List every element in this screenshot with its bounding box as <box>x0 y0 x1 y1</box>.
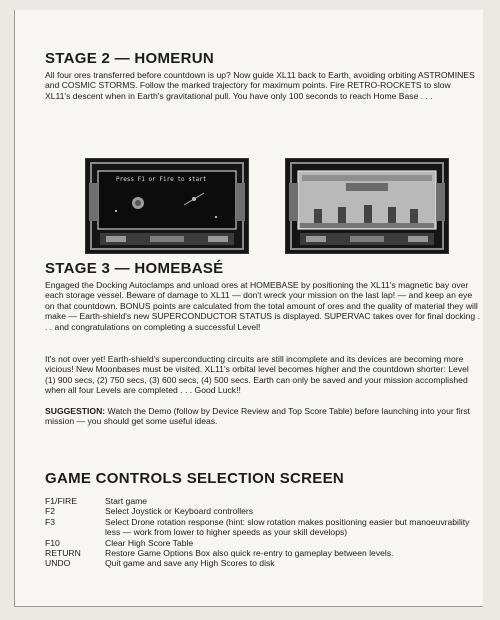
control-key: F3 <box>45 516 56 527</box>
game-screenshot-left <box>85 158 249 254</box>
suggestion-label: SUGGESTION: <box>45 406 106 416</box>
control-desc: Select Drone rotation response (hint: slow rotation makes positioning easier but manoeuvrability less — work from lower to higher speeds as your skill develops) <box>105 516 470 538</box>
control-key: UNDO <box>45 558 71 569</box>
control-row <box>45 496 485 506</box>
control-desc: Clear High Score Table <box>105 537 194 548</box>
suggestion-paragraph <box>45 406 480 427</box>
levels-paragraph: It's not over yet! Earth-shield's superconducting circuits are still incomplete and its devices are becoming more vicious! New Moonbases must be visited. XL11's orbital level becomes higher and the countdown shorter: Level (1) 900 secs, (2) 750 secs, (3) 600 secs, (4) 500 secs. Earth can only be saved and your mission accomplished when all four Levels are completed . . . Good Luck!! <box>45 354 469 396</box>
suggestion-text: Watch the Demo (follow by Device Review and Top Score Table) before launching into your first mission — you should get some useful ideas. <box>45 406 470 427</box>
control-key: F10 <box>45 537 60 548</box>
control-key: RETURN <box>45 548 81 559</box>
stage2-heading: STAGE 2 — HOMERUN <box>45 50 215 67</box>
control-desc: Restore Game Options Box also quick re-entry to gameplay between levels. <box>105 548 394 559</box>
control-key: F2 <box>45 506 56 517</box>
controls-heading: GAME CONTROLS SELECTION SCREEN <box>45 470 345 487</box>
stage3-heading: STAGE 3 — HOMEBASÉ <box>45 260 224 277</box>
game-screenshot-right-art <box>286 159 448 253</box>
screenshot-row <box>85 158 465 252</box>
control-row <box>45 538 485 548</box>
control-row <box>45 558 485 568</box>
control-row <box>45 548 485 558</box>
control-desc: Quit game and save any High Scores to disk <box>105 558 275 569</box>
control-key: F1/FIRE <box>45 496 77 506</box>
control-row <box>45 517 485 538</box>
game-screenshot-right <box>285 158 449 254</box>
manual-page <box>14 10 483 607</box>
game-screenshot-left-art <box>86 159 248 253</box>
control-desc: Start game <box>105 496 148 506</box>
stage2-paragraph: All four ores transferred before countdown is up? Now guide XL11 back to Earth, avoiding orbiting ASTROMINES and COSMIC STORMS. Follow the marked trajectory for maximum points. Fire RETRO-ROCKETS to slow XL11's descent when in Earth's gravitational pull. You have only 100 seconds to reach Home Base . . . <box>45 70 475 101</box>
controls-list <box>45 496 485 569</box>
control-row <box>45 506 485 516</box>
start-prompt-caption: Press F1 or Fire to start <box>116 176 207 183</box>
control-desc: Select Joystick or Keyboard controllers <box>105 506 254 517</box>
stage3-paragraph: Engaged the Docking Autoclamps and unload ores at HOMEBASE by positioning the XL11's magnetic bay over each storage vessel. Beware of damage to XL11 — don't wreck your mission on the last lap! — and keep an eye on that countdown. BONUS points are calculated from the total amount of ores and the quality of material they will make — Earth-shield's new SUPERCONDUCTOR STATUS is displayed. SUPERVAC takes over for final docking . . . and congratulations on completing a successful Level! <box>45 280 480 332</box>
